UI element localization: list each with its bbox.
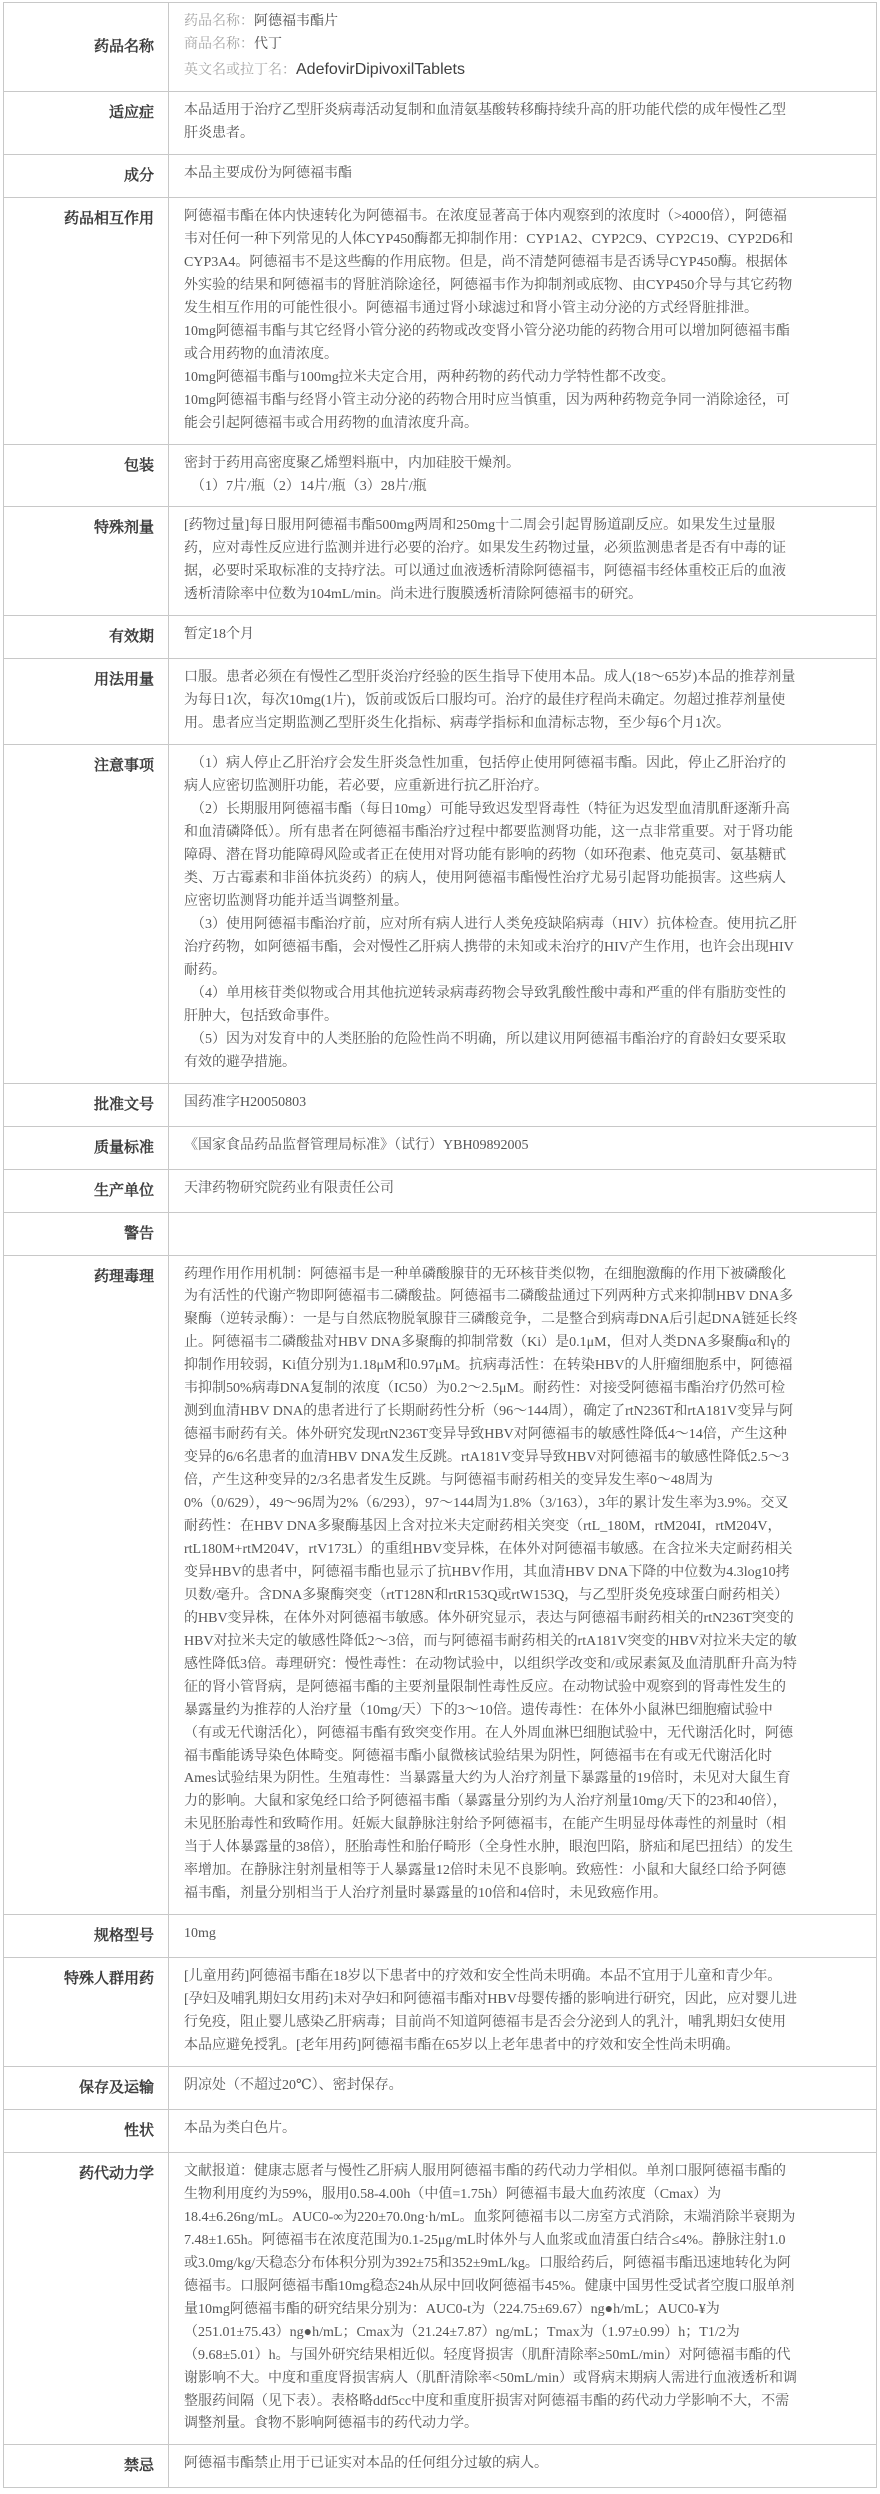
content-paragraph: 10mg阿德福韦酯与经肾小管主动分泌的药物合用时应当慎重，因为两种药物竞争同一消除途径，可能会引起阿德福韦或合用药物的血清浓度升高。: [184, 392, 790, 431]
table-row: [4, 1958, 876, 2067]
content-paragraph: 密封于药用高密度聚乙烯塑料瓶中，内加硅胶干燥剂。: [184, 455, 520, 471]
content-paragraph: （5）因为对发育中的人类胚胎的危险性尚不明确，所以建议用阿德福韦酯治疗的育龄妇女要采取有效的避孕措施。: [184, 1031, 786, 1070]
row-content: [168, 745, 876, 1082]
row-label-text: 包装: [123, 457, 154, 474]
row-label-text: 特殊人群用药: [63, 1971, 154, 1988]
name-field-value: 代丁: [254, 36, 282, 52]
row-content: [168, 2153, 876, 2444]
name-field-value: 阿德福韦酯片: [254, 14, 338, 29]
table-row: [4, 2067, 876, 2110]
row-label: [4, 616, 168, 658]
row-label: [4, 3, 168, 91]
row-content: [168, 1958, 876, 2066]
row-label-text: 禁忌: [123, 2458, 154, 2475]
row-label-text: 药品相互作用: [63, 211, 154, 228]
row-content: [168, 445, 876, 507]
content-paragraph: 药理作用作用机制：阿德福韦是一种单磷酸腺苷的无环核苷类似物，在细胞激酶的作用下被磷酸化为有活性的代谢产物即阿德福韦二磷酸盐。阿德福韦二磷酸盐通过下列两种方式来抑制HBV DNA多聚酶（逆转录酶）：一是与自然底物脱氧腺苷三磷酸竞争，二是整合到病毒DNA后引起DNA链延长终止。阿德福韦二磷酸盐对HBV DNA多聚酶的抑制常数（Ki）是0.1μM，但对人类DNA多聚酶α和γ的抑制作用较弱，Ki值分别为1.18μM和0.97μM。抗病毒活性：在转染HBV的人肝瘤细胞系中，阿德福韦抑制50%病毒DNA复制的浓度（IC50）为0.2～2.5μM。耐药性：对接受阿德福韦酯治疗仍然可检测到血清HBV DNA的患者进行了长期耐药性分析（96～144周），确定了rtN236T和rtA181V变异与阿德福韦耐药有关。体外研究发现rtN236T变异导致HBV对阿德福韦的敏感性降低4～14倍，产生这种变异的6/6名患者的血清HBV DNA发生反跳。rtA181V变异导致HBV对阿德福韦的敏感性降低2.5～3倍，产生这种变异的2/3名患者发生反跳。与阿德福韦耐药相关的变异发生率0～48周为0%（0/629），49～96周为2%（6/293），97～144周为1.8%（3/163），3年的累计发生率为3.9%。交叉耐药性：在HBV DNA多聚酶基因上含对拉米夫定耐药相关突变（rtL_180M，rtM204I，rtM204V，rtL180M+rtM204V，rtV173L）的重组HBV变异株，在体外对阿德福韦敏感。在含拉米夫定耐药相关变异HBV的患者中，阿德福韦酯也显示了抗HBV作用，其血清HBV DNA下降的中位数为4.3log10拷贝数/毫升。含DNA多聚酶突变（rtT128N和rtR153Q或rtW153Q，与乙型肝炎免疫球蛋白耐药相关）的HBV变异株，在体外对阿德福韦敏感。体外研究显示，表达与阿德福韦耐药相关的rtN236T突变的HBV对拉米夫定的敏感性降低2～3倍，而与阿德福韦耐药相关的rtA181V突变的HBV对拉米夫定的敏感性降低3倍。毒理研究：慢性毒性：在动物试验中，以组织学改变和/或尿素氮及血清肌酐升高为特征的肾小管肾病，是阿德福韦酯的主要剂量限制性毒性反应。在动物试验中观察到的肾毒性发生的暴露量约为推荐的人治疗量（10mg/天）下的3～10倍。遗传毒性：在体外小鼠淋巴细胞瘤试验中（有或无代谢活化），阿德福韦酯有致突变作用。在人外周血淋巴细胞试验中，无代谢活化时，阿德福韦酯能诱导染色体畸变。阿德福韦酯小鼠微核试验结果为阴性，阿德福韦在有或无代谢活化时Ames试验结果为阴性。生殖毒性：当暴露量大约为人治疗剂量下暴露量的19倍时，未见对大鼠生育力的影响。大鼠和家兔经口给予阿德福韦酯（暴露量分别约为人治疗剂量10mg/天下的23和40倍），未见胚胎毒性和致畸作用。妊娠大鼠静脉注射给予阿德福韦，在能产生明显母体毒性的剂量时（相当于人体暴露量的38倍），胚胎毒性和胎仔畸形（全身性水肿，眼泡凹陷，脐疝和尾巴扭结）的发生率增加。在静脉注射剂量相等于人暴露量12倍时未见不良影响。致癌性：小鼠和大鼠经口给予阿德福韦酯，剂量分别相当于人治疗剂量时暴露量的10倍和4倍时，未见致癌作用。: [184, 1266, 798, 1902]
name-field: [184, 11, 798, 34]
row-label-text: 性状: [123, 2123, 154, 2139]
content-paragraph: 文献报道：健康志愿者与慢性乙肝病人服用阿德福韦酯的药代动力学相似。单剂口服阿德福韦酯的生物利用度约为59%，服用0.58-4.00h（中值=1.75h）阿德福韦最大血药浓度（Cmax）为18.4±6.26ng/mL。AUC0-∞为220±70.0ng·h/mL。血浆阿德福韦以二房室方式消除，末端消除半衰期为7.48±1.65h。阿德福韦在浓度范围为0.1-25μg/mL时体外与人血浆或血清蛋白结合≤4%。静脉注射1.0或3.0mg/kg/天稳态分布体积分别为392±75和352±9mL/kg。口服给药后，阿德福韦酯迅速地转化为阿德福韦。口服阿德福韦酯10mg稳态24h从尿中回收阿德福韦45%。健康中国男性受试者空腹口服单剂量10mg阿德福韦酯的研究结果分别为：AUC0-t为（224.75±69.67）ng●h/mL；AUC0-¥为（251.01±75.43）ng●h/mL；Cmax为（21.24±7.87）ng/mL；Tmax为（1.97±0.99）h；T1/2为（9.68±5.01）h。与国外研究结果相近似。轻度肾损害（肌酐清除率≥50mL/min）对阿德福韦酯的代谢影响不大。中度和重度肾损害病人（肌酐清除率<50mL/min）或肾病末期病人需进行血液透析和调整服药间隔（见下表）。表格略ddf5cc中度和重度肝损害对阿德福韦酯的药代动力学影响不大，不需调整剂量。食物不影响阿德福韦的药代动力学。: [184, 2164, 798, 2432]
content-paragraph: 10mg阿德福韦酯与100mg拉米夫定合用，两种药物的药代动力学特性都不改变。: [184, 369, 675, 385]
row-label: [4, 1170, 168, 1212]
row-label: [4, 1127, 168, 1169]
content-paragraph: （1）病人停止乙肝治疗会发生肝炎急性加重，包括停止使用阿德福韦酯。因此，停止乙肝治疗的病人应密切监测肝功能，若必要，应重新进行抗乙肝治疗。: [184, 756, 786, 795]
row-content: [168, 2110, 876, 2152]
row-label-text: 批准文号: [93, 1096, 154, 1113]
row-content: [168, 198, 876, 444]
content-paragraph: 《国家食品药品监督管理局标准》（试行）YBH09892005: [184, 1137, 529, 1153]
drug-info-table: [3, 2, 877, 2488]
content-paragraph: 阿德福韦酯禁止用于已证实对本品的任何组分过敏的病人。: [184, 2456, 548, 2472]
content-paragraph: （1）7片/瓶（2）14片/瓶（3）28片/瓶: [184, 478, 427, 494]
row-label-text: 注意事项: [93, 758, 154, 775]
row-content: [168, 616, 876, 658]
row-label: [4, 1084, 168, 1126]
row-content: [168, 1256, 876, 1915]
row-label: [4, 155, 168, 197]
row-label-text: 用法用量: [93, 672, 154, 689]
row-label-text: 药代动力学: [78, 2166, 154, 2182]
table-row: [4, 1915, 876, 1958]
row-label: [4, 2445, 168, 2487]
name-field: [184, 34, 798, 57]
table-row: [4, 3, 876, 92]
row-label-text: 警告: [123, 1225, 154, 1242]
row-label: [4, 198, 168, 444]
table-row: [4, 659, 876, 745]
row-label: [4, 659, 168, 744]
name-field-key: 药品名称：: [184, 14, 254, 29]
name-field-key: 商品名称：: [184, 36, 254, 52]
content-paragraph: 阿德福韦酯在体内快速转化为阿德福韦。在浓度显著高于体内观察到的浓度时（>4000倍），阿德福韦对任何一种下列常见的人体CYP450酶都无抑制作用：CYP1A2、CYP2C9、CYP2C19、CYP2D6和CYP3A4。阿德福韦不是这些酶的作用底物。但是，尚不清楚阿德福韦是否诱导CYP450酶。根据体外实验的结果和阿德福韦的肾脏消除途径，阿德福韦作为抑制剂或底物、由CYP450介导与其它药物发生相互作用的可能性很小。阿德福韦通过肾小球滤过和肾小管主动分泌的方式经肾脏排泄。: [184, 209, 794, 316]
row-content: [168, 92, 876, 154]
table-row: [4, 1213, 876, 1256]
row-content: [168, 155, 876, 197]
row-label-text: 有效期: [108, 629, 154, 646]
row-label-text: 规格型号: [93, 1928, 154, 1945]
content-paragraph: 暂定18个月: [184, 627, 254, 643]
row-label-text: 质量标准: [93, 1139, 154, 1156]
row-label: [4, 1958, 168, 2066]
table-row: [4, 616, 876, 659]
content-paragraph: 口服。患者必须在有慢性乙型肝炎治疗经验的医生指导下使用本品。成人(18～65岁)本品的推荐剂量为每日1次，每次10mg(1片)，饭前或饭后口服均可。治疗的最佳疗程尚未确定。勿超过推荐剂量使用。患者应当定期监测乙型肝炎生化指标、病毒学指标和血清标志物，至少每6个月1次。: [184, 670, 796, 732]
row-label-text: 生产单位: [93, 1182, 154, 1199]
row-label-text: 保存及运输: [78, 2080, 154, 2096]
content-paragraph: [儿童用药]阿德福韦酯在18岁以下患者中的疗效和安全性尚未明确。本品不宜用于儿童和青少年。[孕妇及哺乳期妇女用药]未对孕妇和阿德福韦酯对HBV母婴传播的影响进行研究，因此，应对婴儿进行免疫，阻止婴儿感染乙肝病毒；目前尚不知道阿德福韦是否会分泌到人的乳汁，哺乳期妇女使用本品应避免授乳。[老年用药]阿德福韦酯在65岁以上老年患者中的疗效和安全性尚未明确。: [184, 1969, 797, 2054]
table-row: [4, 2445, 876, 2488]
content-paragraph: 国药准字H20050803: [184, 1094, 307, 1110]
row-label: [4, 2153, 168, 2444]
table-row: [4, 507, 876, 616]
row-label: [4, 507, 168, 615]
row-label-text: 特殊剂量: [93, 520, 154, 537]
row-label: [4, 2067, 168, 2109]
name-field-value: AdefovirDipivoxilTablets: [296, 60, 465, 78]
row-content: [168, 3, 876, 91]
name-field: [184, 57, 798, 83]
content-paragraph: （4）单用核苷类似物或合用其他抗逆转录病毒药物会导致乳酸性酸中毒和严重的伴有脂肪变性的肝肿大，包括致命事件。: [184, 985, 786, 1024]
content-paragraph: [药物过量]每日服用阿德福韦酯500mg两周和250mg十二周会引起胃肠道副反应。如果发生过量服药，应对毒性反应进行监测并进行必要的治疗。如果发生药物过量，必须监测患者是否有中毒的证据，必要时采取标准的支持疗法。可以通过血液透析清除阿德福韦，阿德福韦经体重校正后的血液透析清除率中位数为104mL/min。尚未进行腹膜透析清除阿德福韦的研究。: [184, 518, 786, 603]
table-row: [4, 2153, 876, 2445]
row-label: [4, 445, 168, 507]
row-content: [168, 1170, 876, 1212]
row-content: [168, 1915, 876, 1957]
content-paragraph: 本品适用于治疗乙型肝炎病毒活动复制和血清氨基酸转移酶持续升高的肝功能代偿的成年慢性乙型肝炎患者。: [184, 103, 786, 142]
row-content: [168, 1127, 876, 1169]
table-row: [4, 92, 876, 155]
name-field-key: 英文名或拉丁名：: [184, 62, 296, 78]
table-row: [4, 2110, 876, 2153]
row-content: [168, 2067, 876, 2109]
table-row: [4, 198, 876, 445]
row-label: [4, 2110, 168, 2152]
content-paragraph: 阴凉处（不超过20℃）、密封保存。: [184, 2078, 403, 2093]
content-paragraph: 10mg: [184, 1926, 216, 1942]
row-label-text: 成分: [123, 168, 154, 185]
row-content: [168, 659, 876, 744]
content-paragraph: 本品主要成份为阿德福韦酯: [184, 166, 352, 182]
row-label: [4, 1213, 168, 1255]
table-row: [4, 1127, 876, 1170]
drug-leaflet-document: [3, 2, 877, 2488]
content-paragraph: 本品为类白色片。: [184, 2121, 296, 2136]
table-row: [4, 445, 876, 508]
row-label: [4, 745, 168, 1082]
row-label-text: 药品名称: [93, 39, 154, 56]
row-label: [4, 92, 168, 154]
row-label: [4, 1915, 168, 1957]
table-row: [4, 1170, 876, 1213]
content-paragraph: （2）长期服用阿德福韦酯（每日10mg）可能导致迟发型肾毒性（特征为迟发型血清肌酐逐渐升高和血清磷降低）。所有患者在阿德福韦酯治疗过程中都要监测肾功能，这一点非常重要。对于肾功能障碍、潜在肾功能障碍风险或者正在使用对肾功能有影响的药物（如环孢素、他克莫司、氨基糖甙类、万古霉素和非甾体抗炎药）的病人，使用阿德福韦酯慢性治疗尤易引起肾功能损害。这些病人应密切监测肾功能并适当调整剂量。: [184, 802, 793, 909]
table-row: [4, 745, 876, 1083]
row-content: [168, 1213, 876, 1255]
row-content: [168, 1084, 876, 1126]
row-label-text: 适应症: [108, 105, 154, 122]
content-paragraph: 10mg阿德福韦酯与其它经肾小管分泌的药物或改变肾小管分泌功能的药物合用可以增加阿德福韦酯或合用药物的血清浓度。: [184, 323, 790, 362]
table-row: [4, 1256, 876, 1916]
row-label: [4, 1256, 168, 1915]
content-paragraph: （3）使用阿德福韦酯治疗前，应对所有病人进行人类免疫缺陷病毒（HIV）抗体检查。使用抗乙肝治疗药物，如阿德福韦酯，会对慢性乙肝病人携带的未知或未治疗的HIV产生作用，也许会出现HIV耐药。: [184, 916, 797, 978]
table-row: [4, 155, 876, 198]
content-paragraph: 天津药物研究院药业有限责任公司: [184, 1180, 394, 1196]
row-content: [168, 507, 876, 615]
table-row: [4, 1084, 876, 1127]
row-label-text: 药理毒理: [93, 1268, 154, 1285]
row-content: [168, 2445, 876, 2487]
